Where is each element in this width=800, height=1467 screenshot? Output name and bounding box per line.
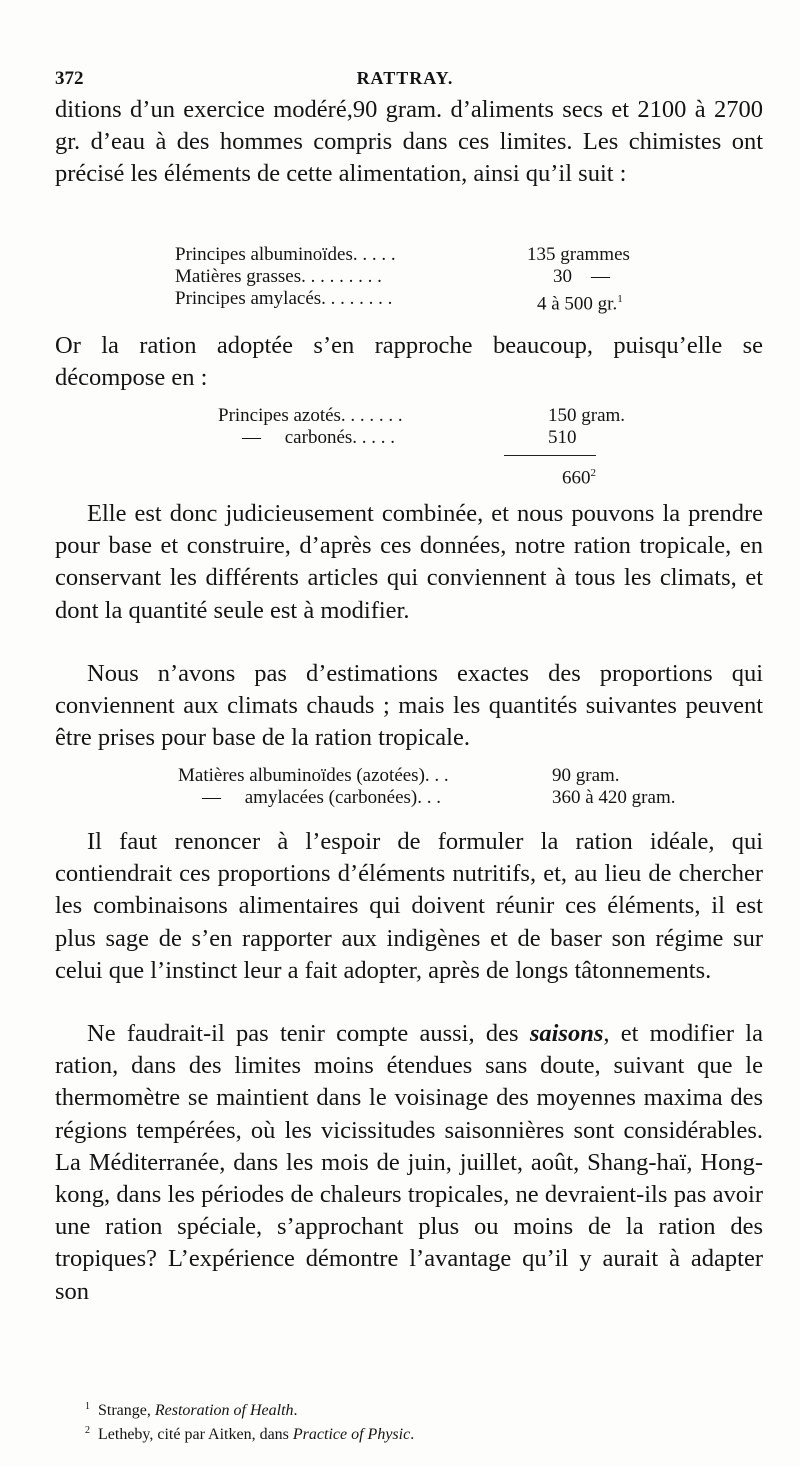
emphasis-saisons: saisons xyxy=(529,1020,604,1047)
footnote-mark: 1 xyxy=(85,1401,90,1412)
tropical-ration-table xyxy=(178,765,738,809)
row-label: Matières grasses. . . . . . . . . xyxy=(175,266,382,287)
row-value: 510 xyxy=(548,427,577,448)
row-value: 4 à 500 gr.$^1$ xyxy=(537,293,623,315)
nutrients-table xyxy=(175,244,695,315)
paragraph-text: Il faut renoncer à l’espoir de formuler la ration idéale, qui contiendrait ces proportions d’éléments nutritifs, et, au lieu de chercher les combinaisons alimentaires qui doivent réunir ces éléments, il est plus sage de s’en rapporter aux indigènes et de baser son régime sur celui que l’instinct leur a fait adopter, après de longs tâtonnements. xyxy=(55,828,763,984)
paragraph-text: Nous n’avons pas d’estimations exactes des proportions qui conviennent aux climats chauds ; mais les quantités suivantes peuvent être prises pour base de la ration tropicale. xyxy=(55,660,763,752)
row-value: 30 — xyxy=(553,266,610,287)
row-label: Matières albuminoïdes (azotées). . . xyxy=(178,765,449,786)
table-row xyxy=(178,787,738,809)
total-row xyxy=(562,462,596,489)
paragraph-judicious xyxy=(55,498,763,627)
paragraph-text: Elle est donc judicieusement combinée, et nous pouvons la prendre pour base et construire, d’après ces données, notre ration tropicale, en conservant les différents articles qui conviennent à tous les climats, et dont la quantité seule est à modifier. xyxy=(55,500,763,624)
table-row xyxy=(175,266,695,288)
paragraph-intro: ditions d’un exercice modéré,90 gram. d’aliments secs et 2100 à 2700 gr. d’eau à des hommes compris dans ces limites. Les chimistes ont précisé les éléments de cette alimentation, ainsi qu’il suit : xyxy=(55,96,763,188)
footnote-ref: 2 xyxy=(590,467,596,479)
paragraph-saisons: Ne faudrait-il pas tenir compte aussi, des saisons, et modifier la ration, dans des limites moins étendues sans doute, suivant que le thermomètre se maintient dans le voisinage des moyennes maxima des régions tempérées, où les vicissitudes saisonnières sont considérables. La Méditerranée, dans les mois de juin, juillet, août, Shang-haï, Hong-kong, dans les périodes de chaleurs tropicales, ne devraient-ils pas avoir une ration spéciale, s’approchant plus ou moins de la ration des tropiques? L’expérience démontre l’avantage qu’il y aurait à adapter son xyxy=(55,1020,763,1305)
row-label: Principes amylacés. . . . . . . . xyxy=(175,288,393,309)
row-label: Principes azotés. . . . . . . xyxy=(218,405,403,426)
page-number: 372 xyxy=(55,68,84,89)
row-value: 150 gram. xyxy=(548,405,626,426)
footnote-mark: 2 xyxy=(85,1425,90,1436)
total-value: 660 xyxy=(562,467,591,489)
paragraph-ration: Or la ration adoptée s’en rapproche beaucoup, puisqu’elle se décompose en : xyxy=(55,332,763,392)
row-value: 360 à 420 gram. xyxy=(552,787,676,808)
cited-title: Practice of Physic xyxy=(292,1426,411,1443)
row-value: 90 gram. xyxy=(552,765,620,786)
footnote-ref: 1 xyxy=(617,293,623,305)
paragraph-renoncer xyxy=(55,826,763,987)
table-row xyxy=(218,405,678,427)
footnotes xyxy=(85,1397,414,1445)
table-row xyxy=(175,244,695,266)
running-head: RATTRAY. xyxy=(356,68,454,88)
footnote: $^2$ Letheby, cité par Aitken, dans Practice of Physic. xyxy=(85,1425,415,1443)
row-value: 135 grammes xyxy=(527,244,630,265)
table-row xyxy=(175,288,695,315)
page-header xyxy=(55,68,755,92)
row-label: — amylacées (carbonées). . . xyxy=(202,787,441,808)
row-label: Principes albuminoïdes. . . . . xyxy=(175,244,396,265)
sum-rule xyxy=(504,455,596,456)
paragraph-estimations xyxy=(55,658,763,755)
row-label: — carbonés. . . . . xyxy=(242,427,396,448)
footnote: $^1$ Strange, Restoration of Health. xyxy=(85,1401,298,1419)
ration-table xyxy=(218,405,678,489)
table-row xyxy=(178,765,738,787)
table-row xyxy=(218,427,678,449)
cited-title: Restoration of Health xyxy=(154,1402,294,1419)
